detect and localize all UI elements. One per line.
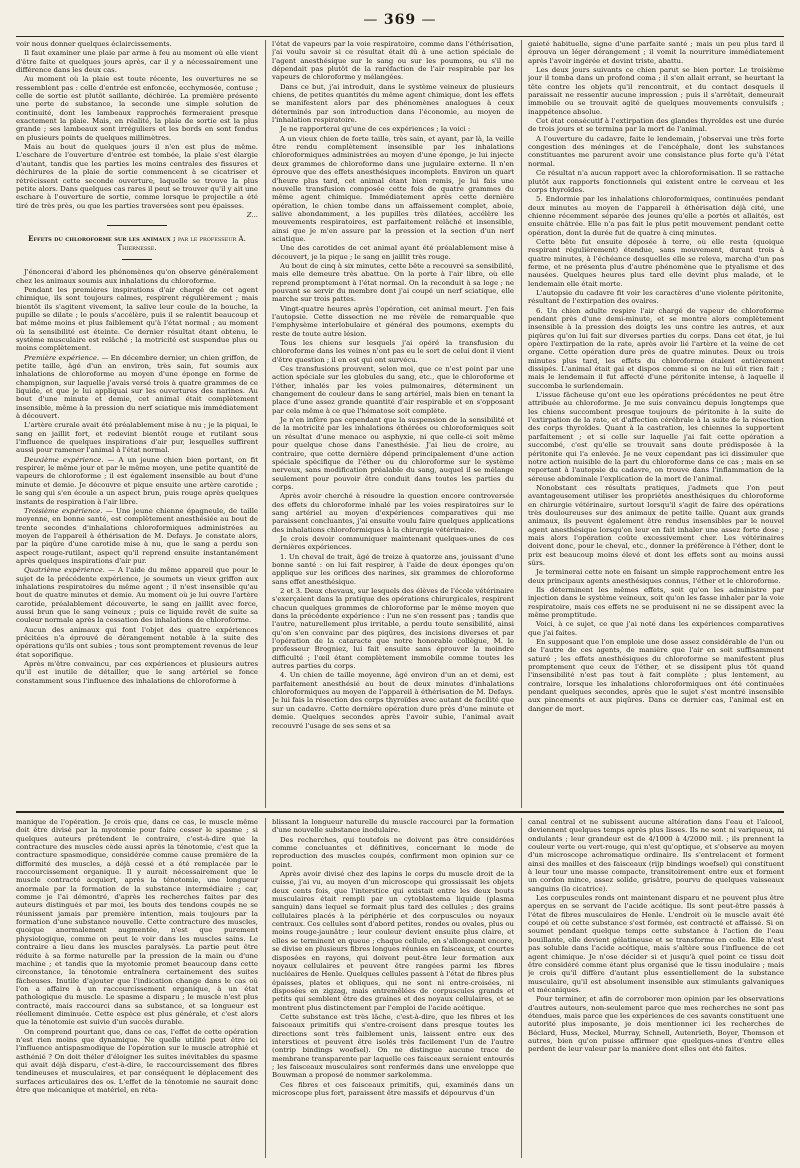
section-separator [16,811,784,813]
paragraph: Pour terminer, et afin de corroborer mon opinion par les observations d'autres auteurs, non-seulement parce que mes recherches ne sont pas étendues, mais parce que les expériences de ces savants constituent une autorité plus imposante, je dois mentionner ici les recherches de Béclard, Huss, Meckel, Murray, Schnell, Autenrieth, Boyer, Thomson et autres, bien qu'on puisse affirmer que quelques-unes d'entre elles perdent de leur valeur par la manière dont elles ont été faites. [528,995,784,1054]
article-title [16,234,258,253]
paragraph: Mais au bout de quelques jours il n'en est plus de même. L'eschare de l'ouverture d'entrée est tombée, la plaie s'est élargie d'autant, tandis que les parties les moins centrales des fissures et déchirures de la plaie de sortie commencent à se cicatriser et rétrécissent cette seconde ouverture, laquelle se trouve la plus petite alors. Dans quelques cas rares il peut se trouver qu'il y ait une eschare à l'ouverture de sortie, comme lorsque le projectile a été tiré de très près, ou que les parties traversées sont peu épaisses. [16,143,258,210]
experience-text: — A l'aide du même appareil que pour le sujet de la précédente expérience, je soumets un vieux griffon aux inhalations respiratoires du même agent ; il n'est insensible qu'au bout de quatre minutes et demie. Au moment où je lui ouvre l'artère carotide, préalablement découverte, le sang en jaillit avec force, aussi brun que le sang veineux ; puis ce liquide revêt de suite sa couleur normale après la cessation des inhalations de chloroforme. [16,566,258,625]
paragraph: Les corpuscules ronds ont maintenant disparu et ne peuvent plus être aperçus en se servant de l'acide acétique. Ils sont peut-être passés à l'état de fibres musculaires de Henle. L'endroit où le muscle avait été coupé et où cette substance s'est formée, est contracté et affaissé. Si on soumet pendant quelque temps cette substance à l'action de l'eau bouillante, elle devient gélatineuse et se transforme en colle. Elle n'est pas soluble dans l'acide acétique, mais s'altère sous l'influence de cet agent chimique. Je n'ose décider si et jusqu'à quel point ce tissu doit être considéré comme étant plus organisé que le tissu inodulaire ; mais je crois qu'il diffère d'autant plus essentiellement de la substance musculaire, qu'il est absolument insensible aux stimulants galvaniques et mécaniques. [528,894,784,994]
paragraph: Des recherches, qui toutefois ne doivent pas être considérées comme concluantes et définitives, concernant le mode de reproduction des muscles coupés, confirment mon opinion sur ce point. [272,835,514,869]
column-1-lower [16,818,258,1158]
paragraph: En supposant que l'on emploie une dose assez considérable de l'un ou de l'autre de ces agents, de manière que l'air en soit suffisamment saturé ; les effets anesthésiques du chloroforme se manifestent plus promptement que ceux de l'éther, et se dissipent plus tôt quand l'insensibilité n'est pas tout à fait complète ; plus lentement, au contraire, lorsque les inhalations chloroformiques ont été continuées pendant quelques secondes, après que le sujet s'est montré insensible aux pincements et aux piqûres. Dans ce dernier cas, l'animal est en danger de mort. [528,638,784,713]
paragraph: Pendant les premières inspirations d'air chargé de cet agent chimique, ils sont toujours calmes, respirent régulièrement ; mais bientôt ils s'agitent vivement, la salive leur coule de la bouche, la pupille se dilate ; le pouls s'accélère, puis il se ralentit beaucoup et bat même moins et plus faiblement qu'à l'état normal ; au moment où la sensibilité est éteinte. Ce dernier résultat étant obtenu, le système musculaire est relâché ; la motricité est suspendue plus ou moins complètement. [16,285,258,353]
paragraph: Les deux jours suivants ce chien parut se bien porter. Le troisième jour il tomba dans un profond coma ; il s'en allait errant, se heurtant la tête contre les objets qu'il rencontrait, et du contact desquels il paraissait ne ressentir aucune impression ; puis il s'arrêtait, demeurait immobile ou se trouvait agité de quelques mouvements convulsifs ; inappétence absolue. [528,66,784,116]
experience-label: Première expérience. [24,353,100,362]
paragraph: Cet état consécutif à l'extirpation des glandes thyroïdes est une durée de trois jours et se termina par la mort de l'animal. [528,117,784,134]
paragraph: 2 et 3. Deux chevaux, sur lesquels des élèves de l'école vétérinaire s'exerçaient dans la pratique des opérations chirurgicales, respirent chacun quelques grammes de chloroforme par le même moyen que dans la précédente expérience : l'un ne s'en ressent pas ; tandis que l'autre, naturellement plus irritable, a perdu toute sensibilité, ainsi qu'on s'en convainc par des piqûres, des incisions diverses et par l'opération de la cataracte que notre honorable collègue, M. le professeur Brogniez, lui fait ensuite sans éprouver la moindre difficulté ; l'œil étant complètement immobile comme toutes les autres parties du corps. [272,587,514,671]
experience-text: — En décembre dernier, un chien griffon, de petite taille, âgé d'un an environ, très sain, fut soumis aux inhalations de chloroforme au moyen d'une éponge en forme de champignon, sur laquelle j'avais versé trois à quatre grammes de ce liquide, et que je lui appliquai sur les ouvertures des narines. Au bout d'une minute et demie, cet animal était complètement insensible, même à la pression du nerf sciatique mis immédiatement à découvert. [16,353,258,421]
paragraph [16,507,258,565]
paragraph: voir nous donner quelques éclaircissements. [16,40,172,48]
column-divider [265,818,266,1158]
paragraph: Dans ce but, j'ai introduit, dans le système veineux de plusieurs chiens, de petites quantités du même agent chimique, dont les effets se manifestent alors par des phénomènes analogues à ceux déterminés par son introduction dans l'économie, au moyen de l'inhalation respiratoire. [272,82,514,125]
paragraph: blissant la longueur naturelle du muscle raccourci par la formation d'une nouvelle substance inodulaire. [272,818,514,835]
paragraph [16,456,258,506]
experience-label: Deuxième expérience. [24,455,104,464]
paragraph: canal central et ne subissent aucune altération dans l'eau et l'alcool, deviennent quelques temps après plus lisses. Ils ne sont ni variqueux, ni ondulants ; leur grandeur est de 4/1000 à 4/2000 mil. ; ils prennent la couleur verte ou vert-rouge, qui n'est qu'optique, et s'observe au moyen d'un microscope achromatique ordinaire. Ils s'entrelacent et forment ainsi des mailles et des faisceaux (rijp bindings woefsel) qui constituent à leur tour une masse compacte, transitoirement entre eux et forment un cordon mince, assez solide, grisâtre, pourvu de quelques vaisseaux sanguins (la cicatrice). [528,818,784,893]
paragraph: Tous les chiens sur lesquels j'ai opéré la transfusion du chloroforme dans les veines n'ont pas eu le sort de celui dont il vient d'être question ; il en est qui ont survécu. [272,339,514,364]
paragraph: Je terminerai cette note en faisant un simple rapprochement entre les deux principaux agents anesthésiques connus, l'éther et le chloroforme. [528,568,784,585]
paragraph [16,354,258,421]
paragraph: Vingt-quatre heures après l'opération, cet animal meurt. J'en fais l'autopsie. Cette dissection ne me révèle de remarquable que l'emphysème interlobulaire et général des poumons, exempts du reste de toute autre lésion. [272,304,514,338]
article-title-head: Effets du chloroforme sur les animaux ; [28,234,176,244]
page-number: — 369 — [0,12,800,28]
column-divider [521,818,522,1158]
paragraph: On comprend pourtant que, dans ce cas, l'effet de cette opération n'est rien moins que dynamique. Ne quelle utilité peut être ici l'influence antispasmodique de l'opération sur le muscle atrophié et asthénié ? On doit théler d'éloigner les suites inévitables du spasme qui avait déjà disparu, c'est-à-dire, le raccourcissement des fibres tendineuses et musculaires, et par conséquent le déplacement des surfaces articulaires des os. L'effet de la ténotomie ne saurait donc être que mécanique et matériel, en réta- [16,1027,258,1094]
paragraph: Je crois devoir communiquer maintenant quelques-unes de ces dernières expériences. [272,534,514,552]
paragraph: Après m'être convaincu, par ces expériences et plusieurs autres qu'il est inutile de détailler, que le sang artériel se fonce constamment sous l'influence des inhalations de chloroforme à [16,660,258,685]
paragraph: gaieté habituelle, signe d'une parfaite santé ; mais un peu plus tard il éprouva un léger dérangement ; il vomit la nourriture immédiatement après l'avoir ingérée et devint triste, abattu. [528,40,784,65]
paragraph: Ce résultat n'a aucun rapport avec la chloroformisation. Il se rattache plutôt aux rapports fonctionnels qui existent entre le cerveau et les corps thyroïdes. [528,169,784,194]
paragraph: Une des carotides de cet animal ayant été préalablement mise à découvert, je la pique ; le sang en jaillit très rouge. [272,244,514,261]
paragraph: Ces transfusions prouvent, selon moi, que ce n'est point par une action spéciale sur les globules du sang, etc., que le chloroforme et l'éther, inhalés par les voies pulmonaires, déterminent un changement de couleur dans le sang artériel, mais bien en tenant la place d'une assez grande quantité d'air respirable et en s'opposant par cela même à ce que l'hématose soit complète. [272,365,514,415]
title-divider [122,259,152,260]
column-2-lower [272,818,514,1158]
paragraph: Au bout de cinq à six minutes, cette bête a recouvré sa sensibilité, mais elle demeure très abattue. On la porte à l'air libre, où elle reprend promptement à l'état normal. On la reconduit à sa loge ; ne pouvant se servir du membre dont j'ai coupé un nerf sciatique, elle marche sur trois pattes. [272,261,514,304]
paragraph: L'issue fâcheuse qu'ont eue les opérations précédentes ne peut être attribuée au chloroforme. Je me suis convaincu depuis longtemps que les chiens succombent presque toujours de péritonite à la suite de l'extirpation de la rate, et d'affection cérébrale à la suite de la résection des corps thyroïdes. Quant à la castration, les chiennes la supportent parfaitement ; et si celle sur laquelle j'ai fait cette opération a succombé, c'est qu'elle se trouvait sans doute prédisposée à la péritonite qui l'a enlevée. Je ne veux cependant pas ici dissimuler que notre action nuisible de la part du chloroforme dans ce cas ; mais en se reportant à l'autopsie du cadavre, on trouve dans l'inflammation de la séreuse abdominale l'explication de la mort de l'animal. [528,391,784,483]
paragraph: Cette substance est très lâche, c'est-à-dire, que les fibres et les faisceaux primitifs qui s'entre-croisent dans presque toutes les directions sont très faiblement unis, laissent entre eux des interstices et peuvent être isolés très facilement l'un de l'autre (ontrip bindings woefsel). On ne distingue aucune trace de membrane transparente par laquelle ces faisceaux seraient entourés ; les faisceaux musculaires sont renfermés dans une enveloppe que Bouwman a proposé de nommer sarkolemma. [272,1012,514,1080]
experience-label: Quatrième expérience. [24,566,105,575]
paragraph: Ces fibres et ces faisceaux primitifs, qui, examinés dans un microscope plus fort, paraissent être massifs et dépourvus d'un [272,1080,514,1097]
paragraph: Cette bête fut ensuite déposée à terre, où elle resta (quoique respirant régulièrement) étendue, sans mouvement, durant trois à quatre minutes, à l'échéance desquelles elle se releva, marcha d'un pas ferme, et ne présenta plus d'autre phénomène que le ptyalisme et des nausées. Quelques heures plus tard elle devint plus malade, et le lendemain elle était morte. [528,237,784,288]
section-divider [107,225,167,226]
paragraph: Après avoir divisé chez des lapins le corps du muscle droit de la cuisse, j'ai vu, au moyen d'un microscope qui grossissait les objets deux cents fois, que l'interstice qui existait entre les deux bouts musculaires était rempli par un cytoblastema liquide (plasma sanguin) dans lequel se formait plus tard des cellules ; des grains cellulaires placés à la périphérie et des corpuscules ou noyaux centraux. Ces cellules sont d'abord petites, rondes ou ovales, plus ou moins rouge-jaunâtre ; leur couleur devient ensuite plus claire, et elles se terminent en queue ; chaque cellule, en s'allongeant encore, se divise en plusieurs fibres longues réunies en faisceaux, et courtes disposées en rayons, qui doivent peut-être leur formation aux noyaux cellulaires et peuvent être rangées parmi les fibres nucléaires de Henle. Quelques cellules passent à l'état de fibres plus épaisses, plates et obliques, qui ne sont ni entre-croisées, ni disposées en zigzag, mais entremêlées de corpuscules grands et petits qui semblent être des graines et des noyaux cellulaires, et se montrent plus distinctement par l'emploi de l'acide acétique. [272,870,514,1012]
paragraph: A un vieux chien de forte taille, très sain, et ayant, par là, la veille être rendu complètement insensible par les inhalations chloroformiques administrées au moyen d'une éponge, je lui injecte deux grammes de chloroforme dans une jugulaire externe. Il n'en éprouve que des effets anesthésiques incomplets. Environ un quart d'heure plus tard, cet animal étant bien remis, je lui fais une nouvelle transfusion composée cette fois de quatre grammes du même agent chimique. Immédiatement après cette dernière opération, le chien tombe dans un affaissement complet, aboie, salive abondamment, a les pupilles très dilatées, accélère les mouvements respiratoires, est parfaitement relâché et insensible, ainsi que je m'en assure par la pression et la section d'un nerf sciatique. [272,134,514,243]
paragraph: Voici, à ce sujet, ce que j'ai noté dans les expériences comparatives que j'ai faites. [528,620,784,637]
paragraph: Aucun des animaux qui font l'objet des quatre expériences précitées n'a éprouvé de dérangement notable à la suite des opérations qu'ils ont subies ; tous sont promptement revenus de leur état soporifique. [16,625,258,659]
experience-text: — Une jeune chienne épagneule, de taille moyenne, en bonne santé, est complètement anesthésiée au bout de trente secondes d'inhalations chloroformiques administrées au moyen de l'appareil à éthérisation de M. Defays. Je constate alors, par la piqûre d'une carotide mise à nu, que le sang a perdu son aspect rouge-rutilant, aspect qu'il reprend ensuite instantanément après quelques inspirations d'air pur. [16,506,258,565]
column-2 [272,40,514,808]
column-divider [265,40,266,808]
column-1 [16,40,258,808]
top-rule [16,36,784,37]
experience-text: — A un jeune chien bien portant, on fit respirer, le même jour et par le même moyen, une petite quantité de vapeurs de chloroforme ; il est également insensible au bout d'une minute et demie. Je découvre et pique ensuite une artère carotide ; le sang qui s'en écoule a un aspect brun, puis rouge après quelques instants de respiration à l'air libre. [16,455,258,506]
paragraph: manique de l'opération. Je crois que, dans ce cas, le muscle même doit être divisé par la myotomie pour faire cesser le spasme ; si quelques auteurs prétendent le contraire, c'est-à-dire que la contracture des muscles cède aussi après la ténotomie, c'est que la contracture spasmodique, considérée comme cause première de la difformité des muscles, a déjà cessé et a été remplacée par le raccourcissement organique. Il y aurait nécessairement que le muscle contracté acquiert, après la ténotomie, une longueur anormale par la formation de la substance intermédiaire ; car, comme je l'ai démontré, d'après les recherches faites par des auteurs distingués et par moi, les bouts des tendons coupés ne se réunissent jamais par première intention, mais toujours par la formation d'une substance nouvelle. Cette contracture des muscles, quoique anormalement augmentée, n'est que purement physiologique, comme on peut le voir dans les muscles sains. Le contraire a lieu dans les muscles paralysés. La partie peut être réduite à sa forme naturelle par la pression de la main ou d'une machine ; et tandis que la myotomie promet beaucoup dans cette circonstance, la ténotomie entraînera certainement des suites fâcheuses. Inutile d'ajouter que l'indication change dans le cas où l'on a affaire à un raccourcissement organique, à un état pathologique du muscle. Le spasme a disparu ; le muscle n'est plus contracté, mais raccourci dans sa substance, et sa longueur est réellement diminuée. Cette espèce est plus générale, et c'est alors que la ténotomie est suivie d'un succès durable. [16,818,258,1027]
paragraph: l'état de vapeurs par la voie respiratoire, comme dans l'éthérisation, j'ai voulu savoir si ce résultat était dû à une action spéciale de l'agent anesthésique sur le sang ou sur les poumons, ou s'il ne dépendait pas plutôt de la raréfaction de l'air respirable par les vapeurs de chloroforme y mélangées. [272,40,514,82]
paragraph: 5. Endormie par les inhalations chloroformiques, continuées pendant deux minutes au moyen de l'appareil à éthérisation déjà cité, une chienne récemment séparée des jeunes qu'elle a portés et allaités, est ensuite châtrée. Elle n'a pas fait le plus petit mouvement pendant cette opération, dont la durée fut de quatre à cinq minutes. [528,195,784,237]
column-divider [521,40,522,808]
paragraph: Nonobstant ces résultats pratiques, j'admets que l'on peut avantageusement utiliser les propriétés anesthésiques du chloroforme en chirurgie vétérinaire, surtout lorsqu'il s'agit de faire des opérations très douloureuses sur des animaux de petite taille. Quant aux grands animaux, ils peuvent également être rendus insensibles par le nouvel agent anesthésique lorsqu'on leur en fait inhaler une assez forte dose ; mais alors l'opération coûte excessivement cher. Les vétérinaires doivent donc, pour le cheval, etc., donner la préférence à l'éther, dont le prix est beaucoup moins élevé et dont les effets sont au moins aussi sûrs. [528,483,784,567]
paragraph: Ils déterminent les mêmes effets, soit qu'on les administre par injection dans le système veineux, soit qu'on les fasse inhaler par la voie respiratoire, mais ces effets ne se produisent ni ne se dissipent avec la même promptitude. [528,586,784,620]
column-3-lower [528,818,784,1158]
paragraph: 6. Un chien adulte respire l'air chargé de vapeur de chloroforme pendant près d'une demi-minute, et se montre alors complètement insensible à la pression des doigts les uns contre les autres, et aux piqûres qu'on lui fait sur diverses parties du corps. Dans cet état, je lui opère l'extirpation de la rate, après avoir lié l'artère et la veine de cet organe. Cette opération dure près de quatre minutes. Deux ou trois minutes plus tard, les effets du chloroforme étaient entièrement dissipés. L'animal était gai et dispos comme si on ne lui eût rien fait ; mais le lendemain il fut affecté d'une péritonite intense, à laquelle il succomba le surlendemain. [528,306,784,390]
paragraph: Je ne rapporterai qu'une de ces expériences ; la voici : [280,125,471,134]
signature: Z... [246,210,258,219]
paragraph: 1. Un cheval de trait, âgé de treize à quatorze ans, jouissant d'une bonne santé : on lui fait respirer, à l'aide de deux éponges qu'on applique sur les orifices des narines, six grammes de chloroforme sans effet anesthésique. [272,552,514,586]
experience-label: Troisième expérience. [24,506,103,515]
paragraph: Il faut examiner une plaie par arme à feu au moment où elle vient d'être faite et quelques jours après, car il y a nécessairement une différence dans les deux cas. [16,49,258,75]
article-title-author: par le professeur A. Thiernesse. [117,235,246,253]
paragraph: Je n'en infère pas cependant que la suspension de la sensibilité et de la motricité par les inhalations éthérées ou chloroformiques soit un résultat d'une menace ou asphyxie, ni que celle-ci soit même pour quelque chose dans l'anesthésie. J'ai lieu de croire, au contraire, que cette dernière dépend principalement d'une action spéciale spécifique de l'éther ou du chloroforme sur le système nerveux, sans modification préalable du sang, auquel il se mélange seulement pour pouvoir être conduit dans toutes les parties du corps. [272,416,514,491]
paragraph [16,566,258,624]
paragraph: Au moment où la plaie est toute récente, les ouvertures ne se ressemblent pas : celle d'entrée est enfoncée, ecchymosée, contuse ; celle de sortie est plutôt saillante, déchirée. La première présente une perte de substance, la seconde une simple solution de continuité, dont les lambeaux rapprochés fermeraient presque exactement la plaie. Mais, en réalité, la plaie de sortie est la plus grande ; ses lambeaux sont irréguliers et les bords en sont fendus en plusieurs points de quelques millimètres. [16,75,258,142]
paragraph: A l'ouverture du cadavre, faite le lendemain, j'observai une très forte congestion des méninges et de l'encéphale, dont les substances constituantes me parurent avoir une consistance plus forte qu'à l'état normal. [528,134,784,168]
paragraph: Après avoir cherché à résoudre la question encore controversée des effets du chloroforme inhalé par les voies respiratoires sur le sang artériel au moyen d'expériences comparatives qui me paraissent concluantes, j'ai ensuite voulu faire quelques applications des inhalations chloroformiques à la chirurgie vétérinaire. [272,492,514,534]
paragraph: 4. Un chien de taille moyenne, âgé environ d'un an et demi, est parfaitement anesthésié au bout de deux minutes d'inhalations chloroformiques au moyen de l'appareil à éthérisation de M. Defays. Je lui fais la résection des corps thyroïdes avec autant de facilité que sur un cadavre. Cette dernière opération dure près d'une minute et demie. Quelques secondes après l'avoir subie, l'animal avait recouvré l'usage de ses sens et sa [272,671,514,730]
paragraph: J'énoncerai d'abord les phénomènes qu'on observe généralement chez les animaux soumis aux inhalations du chloroforme. [16,268,258,285]
paragraph: L'artère crurale avait été préalablement mise à nu ; je la piquai, le sang en jaillit fort, et redevint bientôt rouge et rutilant sous l'influence de quelques inspirations d'air pur, lesquelles suffirent aussi pour ramener l'animal à l'état normal. [16,421,258,455]
column-3 [528,40,784,808]
paragraph: L'autopsie du cadavre fit voir les caractères d'une violente péritonite, résultant de l'extirpation des ovaires. [528,288,784,306]
